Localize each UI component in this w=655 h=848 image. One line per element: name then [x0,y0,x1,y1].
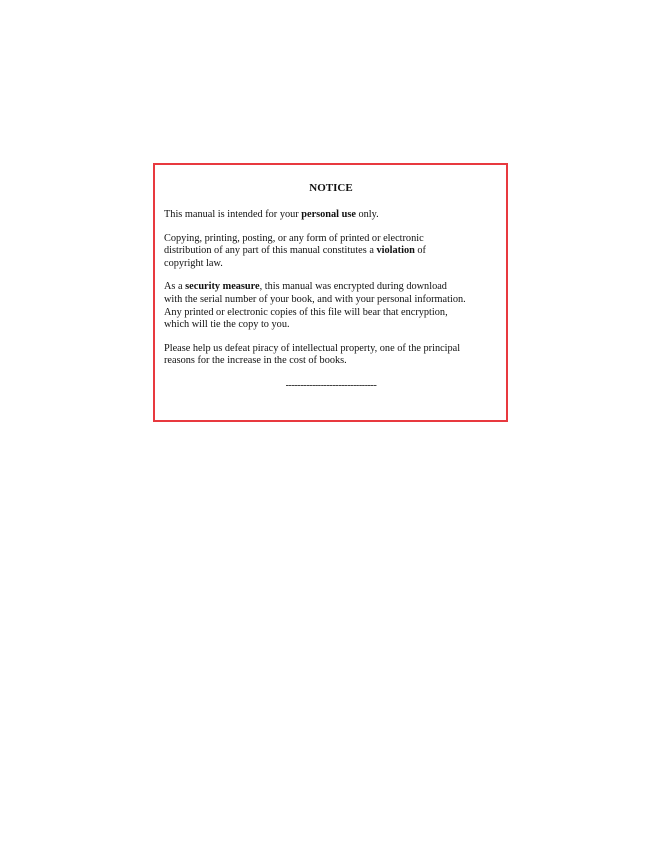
paragraph-line [164,209,498,222]
text-segment: As a [164,281,186,293]
notice-paragraph-security [164,281,498,331]
paragraph-line [164,245,498,258]
notice-box [153,163,508,422]
paragraph-line: Any printed or electronic copies of this file will bear that encryption, [164,306,448,318]
paragraph-line: which will tie the copy to you. [164,319,290,331]
paragraph-line [164,281,498,294]
bold-text-violation: violation [376,245,415,257]
text-segment: distribution of any part of this manual constitutes a [164,245,377,257]
notice-paragraph-personal-use [164,209,498,222]
notice-paragraph-copying [164,233,498,271]
bold-text-security-measure: security measure [185,281,260,293]
text-segment: only. [355,209,379,220]
paragraph-line: Copying, printing, posting, or any form of printed or electronic [164,232,424,244]
separator-line: ------------------------------- [285,379,377,391]
paragraph-line: copyright law. [164,257,223,269]
paragraph-line: Please help us defeat piracy of intellectual property, one of the principal [164,342,461,354]
notice-paragraph-piracy [164,343,498,368]
text-segment: of [414,245,426,257]
paragraph-line: reasons for the increase in the cost of books. [164,355,347,367]
notice-title: NOTICE [309,182,353,194]
paragraph-line: with the serial number of your book, and with your personal information. [164,293,466,305]
text-segment: This manual is intended for your [164,209,302,220]
bold-text-personal-use: personal use [301,209,356,220]
text-segment: , this manual was encrypted during download [259,281,447,293]
